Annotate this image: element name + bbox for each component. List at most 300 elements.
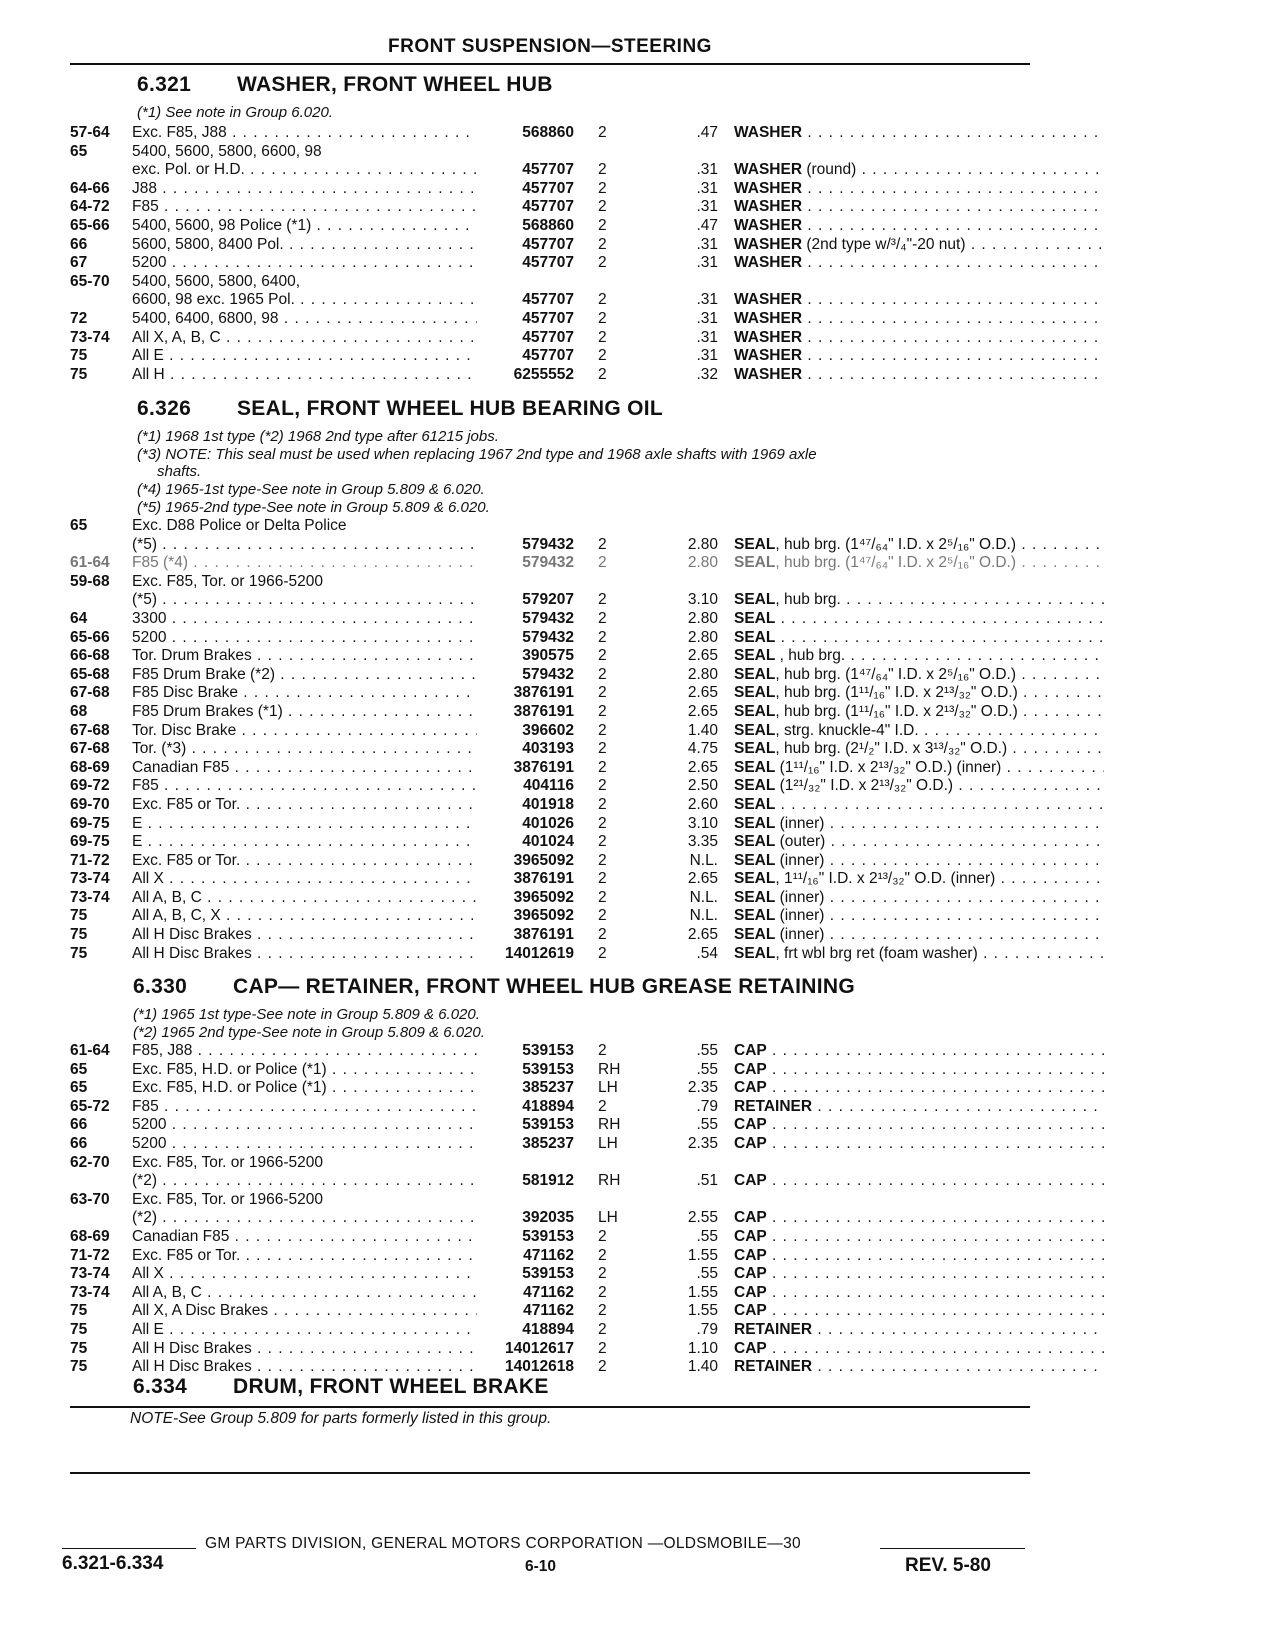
part-number: 568860 [522, 216, 574, 234]
section-note: (*1) 1965 1st type-See note in Group 5.809 & 6.020. [133, 1006, 480, 1023]
part-name [734, 591, 1104, 610]
quantity: 2 [598, 721, 607, 739]
application-desc: 3300 . . . [132, 610, 477, 629]
parts-row [70, 366, 1030, 385]
model-years: 75 [70, 944, 88, 962]
model-years: 73-74 [70, 1283, 110, 1301]
application-desc: Tor. Drum Brakes . . . [132, 647, 477, 666]
model-years: 75 [70, 365, 88, 383]
part-name [734, 1116, 1104, 1135]
parts-row [70, 310, 1030, 329]
part-name [734, 629, 1104, 648]
section-note: (*5) 1965-2nd type-See note in Group 5.809 & 6.020. [137, 499, 490, 516]
parts-row [70, 536, 1030, 555]
part-name-main: CAP [734, 1042, 767, 1059]
quantity: 2 [598, 1097, 607, 1115]
section-title: SEAL, FRONT WHEEL HUB BEARING OIL [237, 397, 664, 420]
parts-row [70, 1228, 1030, 1247]
model-years: 65 [70, 1079, 88, 1097]
part-number: 581912 [522, 1172, 574, 1190]
list-price: .31 [696, 198, 718, 216]
footer-rule-right [880, 1548, 1025, 1549]
application-desc: 5400, 5600, 5800, 6600, 98 [132, 142, 322, 160]
part-name [734, 329, 1104, 348]
part-name [734, 740, 1104, 759]
parts-row [70, 1116, 1030, 1135]
quantity: 2 [598, 1227, 607, 1245]
model-years: 66 [70, 235, 88, 253]
application-desc: All H Disc Brakes . . . [132, 1358, 477, 1377]
list-price: 2.65 [687, 647, 718, 665]
part-name-detail: , hub brg. (2¹/₂" I.D. x 3¹³/₃₂" O.D.) [775, 740, 1008, 758]
list-price: .55 [696, 1060, 718, 1078]
parts-row [70, 517, 1030, 536]
part-number: 579207 [522, 591, 574, 609]
part-name [734, 870, 1104, 889]
parts-row [70, 1135, 1030, 1154]
application-desc: F85 (*4) . . . [132, 554, 477, 573]
part-name-main: SEAL [734, 870, 776, 888]
part-name-detail: , strg. knuckle-4" I.D. [775, 721, 919, 739]
group-note: NOTE-See Group 5.809 for parts formerly listed in this group. [130, 1410, 552, 1427]
part-name-main: WASHER [734, 216, 803, 234]
quantity: 2 [598, 1320, 607, 1338]
part-number: 579432 [522, 535, 574, 553]
quantity: 2 [598, 254, 607, 272]
model-years: 61-64 [70, 554, 110, 572]
part-number: 3876191 [513, 758, 574, 776]
part-number: 401918 [522, 795, 574, 813]
application-desc: All E . . . [132, 1321, 477, 1340]
part-number: 457707 [522, 347, 574, 365]
part-name [734, 1340, 1104, 1359]
part-number: 471162 [523, 1302, 574, 1320]
quantity: 2 [598, 124, 607, 141]
list-price: 2.80 [687, 554, 718, 572]
parts-row [70, 1321, 1030, 1340]
part-name [734, 198, 1104, 217]
part-number: 385237 [522, 1134, 574, 1152]
part-name-main: RETAINER [734, 1358, 813, 1376]
part-number: 3965092 [513, 851, 574, 869]
section-note: shafts. [157, 463, 202, 480]
quantity: 2 [598, 833, 607, 851]
parts-row [70, 236, 1030, 255]
application-desc: J88 . . . [132, 180, 477, 199]
application-desc: All A, B, C . . . [132, 1284, 477, 1303]
quantity: 2 [598, 926, 607, 944]
list-price: 2.65 [687, 702, 718, 720]
quantity: LH [598, 1209, 618, 1227]
parts-row [70, 273, 1030, 292]
part-name [734, 217, 1104, 236]
application-desc: F85 Disc Brake . . . [132, 684, 477, 703]
part-name-detail: , hub brg. (1¹¹/₁₆" I.D. x 2¹³/₃₂" O.D.) [775, 702, 1018, 720]
part-number: 457707 [522, 291, 574, 309]
parts-row [70, 907, 1030, 926]
parts-row [70, 833, 1030, 852]
parts-row [70, 870, 1030, 889]
section-rule-top [70, 1406, 1030, 1408]
part-number: 471162 [523, 1246, 574, 1264]
parts-row [70, 1191, 1030, 1210]
part-number: 579432 [522, 665, 574, 683]
model-years: 69-75 [70, 814, 110, 832]
part-name-main: CAP [734, 1283, 767, 1301]
application-desc: (*5) . . . [132, 536, 477, 555]
model-years: 73-74 [70, 888, 110, 906]
application-desc: 5200 . . . [132, 629, 477, 648]
part-name-detail: (inner) [775, 888, 825, 906]
model-years: 65-70 [70, 272, 110, 290]
model-years: 66 [70, 1116, 88, 1134]
section-heading-6326 [137, 397, 663, 421]
part-name [734, 1209, 1104, 1228]
part-number: 471162 [523, 1283, 574, 1301]
part-name-main: SEAL [734, 814, 776, 832]
list-price: N.L. [689, 907, 718, 925]
list-price: 2.60 [687, 795, 718, 813]
quantity: 2 [598, 161, 607, 179]
application-desc: (*5) . . . [132, 591, 477, 610]
parts-row [70, 329, 1030, 348]
part-name-detail: (inner) [775, 851, 825, 869]
list-price: .31 [696, 291, 718, 309]
parts-row [70, 1061, 1030, 1080]
quantity: 2 [598, 1339, 607, 1357]
quantity: 2 [598, 554, 607, 572]
parts-row [70, 1154, 1030, 1173]
quantity: LH [598, 1134, 618, 1152]
model-years: 71-72 [70, 851, 110, 869]
footer-revision: REV. 5-80 [905, 1555, 991, 1576]
application-desc: Exc. F85, J88 . . . [132, 124, 477, 143]
section-note: (*4) 1965-1st type-See note in Group 5.809 & 6.020. [137, 481, 485, 498]
application-desc: (*2) . . . [132, 1172, 477, 1191]
part-name [734, 347, 1104, 366]
part-name-main: SEAL [734, 740, 776, 758]
parts-row [70, 684, 1030, 703]
parts-row [70, 796, 1030, 815]
part-name [734, 684, 1104, 703]
parts-row [70, 722, 1030, 741]
part-name-main: SEAL [734, 888, 776, 906]
part-name-main: WASHER [734, 309, 803, 327]
part-name-main: SEAL [734, 554, 776, 572]
part-number: 457707 [522, 309, 574, 327]
quantity: 2 [598, 628, 607, 646]
part-name [734, 236, 1104, 255]
footer-group-range: 6.321-6.334 [62, 1553, 164, 1574]
model-years: 67-68 [70, 740, 110, 758]
parts-row [70, 347, 1030, 366]
part-name-main: CAP [734, 1060, 767, 1078]
quantity: 2 [598, 740, 607, 758]
quantity: 2 [598, 235, 607, 253]
part-name-main: SEAL [734, 684, 776, 702]
parts-row [70, 1302, 1030, 1321]
quantity: 2 [598, 777, 607, 795]
page-title: FRONT SUSPENSION—STEERING [388, 36, 712, 57]
list-price: N.L. [689, 851, 718, 869]
parts-row [70, 852, 1030, 871]
part-name-main: RETAINER [734, 1097, 813, 1115]
part-name-main: SEAL [734, 851, 776, 869]
quantity: 2 [598, 347, 607, 365]
list-price: .54 [696, 944, 718, 962]
quantity: 2 [598, 1246, 607, 1264]
part-name [734, 907, 1104, 926]
footer-page-number: 6-10 [525, 1558, 557, 1575]
list-price: 1.40 [687, 721, 718, 739]
parts-row [70, 926, 1030, 945]
application-desc: Exc. F85 or Tor. . . . [132, 1247, 477, 1266]
quantity: 2 [598, 328, 607, 346]
model-years: 62-70 [70, 1153, 110, 1171]
part-name-main: CAP [734, 1079, 767, 1097]
list-price: .47 [696, 124, 718, 141]
model-years: 75 [70, 1320, 88, 1338]
section-number: 6.334 [133, 1375, 188, 1398]
parts-row [70, 945, 1030, 964]
application-desc: Exc. F85, H.D. or Police (*1) . . . [132, 1079, 477, 1098]
quantity: 2 [598, 1358, 607, 1376]
quantity: 2 [598, 888, 607, 906]
parts-row [70, 666, 1030, 685]
part-name-detail: , frt wbl brg ret (foam washer) [775, 944, 978, 962]
parts-row [70, 1042, 1030, 1061]
application-desc: Exc. F85, Tor. or 1966-5200 [132, 1190, 323, 1208]
part-name [734, 815, 1104, 834]
part-number: 579432 [522, 554, 574, 572]
section-note: (*2) 1965 2nd type-See note in Group 5.809 & 6.020. [133, 1024, 485, 1041]
parts-row [70, 217, 1030, 236]
quantity: 2 [598, 758, 607, 776]
quantity: RH [598, 1116, 621, 1134]
parts-row [70, 180, 1030, 199]
part-name [734, 833, 1104, 852]
list-price: .31 [696, 309, 718, 327]
part-name-main: CAP [734, 1339, 767, 1357]
list-price: .31 [696, 161, 718, 179]
application-desc: Exc. F85 or Tor. . . . [132, 852, 477, 871]
parts-row [70, 198, 1030, 217]
part-name-detail: , hub brg. [775, 591, 841, 609]
part-name [734, 161, 1104, 180]
quantity: 2 [598, 814, 607, 832]
application-desc: F85, J88 . . . [132, 1042, 477, 1061]
parts-row [70, 1284, 1030, 1303]
parts-row [70, 759, 1030, 778]
quantity: 2 [598, 216, 607, 234]
part-name-main: CAP [734, 1302, 767, 1320]
part-name-detail: , hub brg. [775, 647, 846, 665]
parts-row [70, 1209, 1030, 1228]
model-years: 69-72 [70, 777, 110, 795]
quantity: LH [598, 1079, 618, 1097]
model-years: 68-69 [70, 758, 110, 776]
part-name-detail: (1²¹/₃₂" I.D. x 2¹³/₃₂" O.D.) [775, 777, 954, 795]
part-name-detail: (round) [802, 161, 857, 179]
application-desc: F85 . . . [132, 198, 477, 217]
quantity: 2 [598, 1302, 607, 1320]
parts-row [70, 629, 1030, 648]
part-name [734, 759, 1104, 778]
list-price: 1.10 [687, 1339, 718, 1357]
part-number: 457707 [522, 328, 574, 346]
list-price: .31 [696, 347, 718, 365]
part-number: 539153 [522, 1042, 574, 1059]
part-name [734, 926, 1104, 945]
part-name-main: CAP [734, 1209, 767, 1227]
part-name-main: WASHER [734, 347, 803, 365]
parts-row [70, 143, 1030, 162]
part-number: 14012617 [505, 1339, 574, 1357]
application-desc: 5200 . . . [132, 1116, 477, 1135]
part-name [734, 647, 1104, 666]
list-price: .79 [696, 1097, 718, 1115]
section-rule-bottom [70, 1472, 1030, 1474]
parts-row [70, 1098, 1030, 1117]
parts-row [70, 1172, 1030, 1191]
part-name-main: WASHER [734, 254, 803, 272]
quantity: 2 [598, 179, 607, 197]
part-name [734, 1042, 1104, 1061]
part-number: 3876191 [513, 870, 574, 888]
part-number: 418894 [522, 1097, 574, 1115]
quantity: RH [598, 1172, 621, 1190]
parts-row [70, 777, 1030, 796]
list-price: 2.65 [687, 684, 718, 702]
application-desc: F85 Drum Brakes (*1) . . . [132, 703, 477, 722]
part-name [734, 124, 1104, 143]
part-name-detail: (1¹¹/₁₆" I.D. x 2¹³/₃₂" O.D.) (inner) [775, 758, 1002, 776]
list-price: .32 [696, 365, 718, 383]
part-name [734, 610, 1104, 629]
model-years: 73-74 [70, 328, 110, 346]
parts-row [70, 554, 1030, 573]
section-number: 6.330 [133, 975, 188, 998]
application-desc: All X . . . [132, 1265, 477, 1284]
model-years: 67-68 [70, 684, 110, 702]
model-years: 66 [70, 1134, 88, 1152]
quantity: 2 [598, 870, 607, 888]
part-name-main: WASHER [734, 198, 803, 216]
part-name-main: WASHER [734, 179, 803, 197]
application-desc: Tor. Disc Brake . . . [132, 722, 477, 741]
part-name [734, 1079, 1104, 1098]
part-name-main: SEAL [734, 535, 776, 553]
part-name [734, 1098, 1104, 1117]
part-number: 539153 [522, 1116, 574, 1134]
part-name [734, 254, 1104, 273]
part-name-detail: (outer) [775, 833, 826, 851]
part-name [734, 1172, 1104, 1191]
part-name [734, 796, 1104, 815]
part-name-main: SEAL [734, 665, 776, 683]
list-price: .47 [696, 216, 718, 234]
list-price: .55 [696, 1042, 718, 1059]
list-price: .55 [696, 1116, 718, 1134]
part-name-main: SEAL [734, 702, 776, 720]
parts-row [70, 1247, 1030, 1266]
part-name-main: SEAL [734, 591, 776, 609]
part-number: 392035 [522, 1209, 574, 1227]
parts-row [70, 591, 1030, 610]
part-number: 401026 [522, 814, 574, 832]
model-years: 65-68 [70, 665, 110, 683]
part-name-detail: (inner) [775, 907, 825, 925]
application-desc: Exc. F85, Tor. or 1966-5200 [132, 1153, 323, 1171]
parts-table-6326 [70, 517, 1030, 963]
part-name-main: SEAL [734, 795, 776, 813]
part-name [734, 291, 1104, 310]
quantity: 2 [598, 535, 607, 553]
quantity: RH [598, 1060, 621, 1078]
part-number: 3876191 [513, 702, 574, 720]
quantity: 2 [598, 1265, 607, 1283]
parts-row [70, 1358, 1030, 1377]
list-price: 2.35 [687, 1134, 718, 1152]
application-desc: Canadian F85 . . . [132, 1228, 477, 1247]
list-price: .31 [696, 179, 718, 197]
part-name [734, 722, 1104, 741]
part-name-main: CAP [734, 1246, 767, 1264]
part-name [734, 1247, 1104, 1266]
parts-table-6321 [70, 124, 1030, 384]
list-price: .79 [696, 1320, 718, 1338]
part-number: 3965092 [513, 907, 574, 925]
quantity: 2 [598, 665, 607, 683]
section-heading-6334 [133, 1375, 549, 1399]
part-name-main: WASHER [734, 124, 803, 141]
application-desc: 5200 . . . [132, 254, 477, 273]
list-price: 2.50 [687, 777, 718, 795]
part-name [734, 1265, 1104, 1284]
application-desc: F85 . . . [132, 1098, 477, 1117]
part-name [734, 945, 1104, 964]
application-desc: exc. Pol. or H.D. . . . [132, 161, 477, 180]
part-name-main: WASHER [734, 328, 803, 346]
section-number: 6.326 [137, 397, 192, 420]
model-years: 65-66 [70, 628, 110, 646]
part-name [734, 310, 1104, 329]
part-name-detail: , hub brg. (1⁴⁷/₆₄" I.D. x 2⁵/₁₆" O.D.) [775, 554, 1017, 572]
model-years: 65 [70, 1060, 88, 1078]
parts-row [70, 1340, 1030, 1359]
part-number: 14012619 [505, 944, 574, 962]
application-desc: All X . . . [132, 870, 477, 889]
part-name [734, 536, 1104, 555]
quantity: 2 [598, 609, 607, 627]
part-number: 457707 [522, 161, 574, 179]
footer-corporation: GM PARTS DIVISION, GENERAL MOTORS CORPORATION —OLDSMOBILE—30 [205, 1535, 801, 1552]
quantity: 2 [598, 907, 607, 925]
application-desc: 5400, 5600, 5800, 6400, [132, 272, 301, 290]
part-name-main: CAP [734, 1134, 767, 1152]
application-desc: 5200 . . . [132, 1135, 477, 1154]
part-number: 568860 [522, 124, 574, 141]
model-years: 71-72 [70, 1246, 110, 1264]
application-desc: All A, B, C, X . . . [132, 907, 477, 926]
section-title: WASHER, FRONT WHEEL HUB [237, 73, 553, 96]
list-price: 2.35 [687, 1079, 718, 1097]
part-name [734, 1302, 1104, 1321]
part-name-main: SEAL [734, 628, 776, 646]
part-name [734, 666, 1104, 685]
part-name-detail: , 1¹¹/₁₆" I.D. x 2¹³/₃₂" O.D. (inner) [775, 870, 996, 888]
part-name-detail: (2nd type w/³/₄"-20 nut) [802, 235, 966, 253]
